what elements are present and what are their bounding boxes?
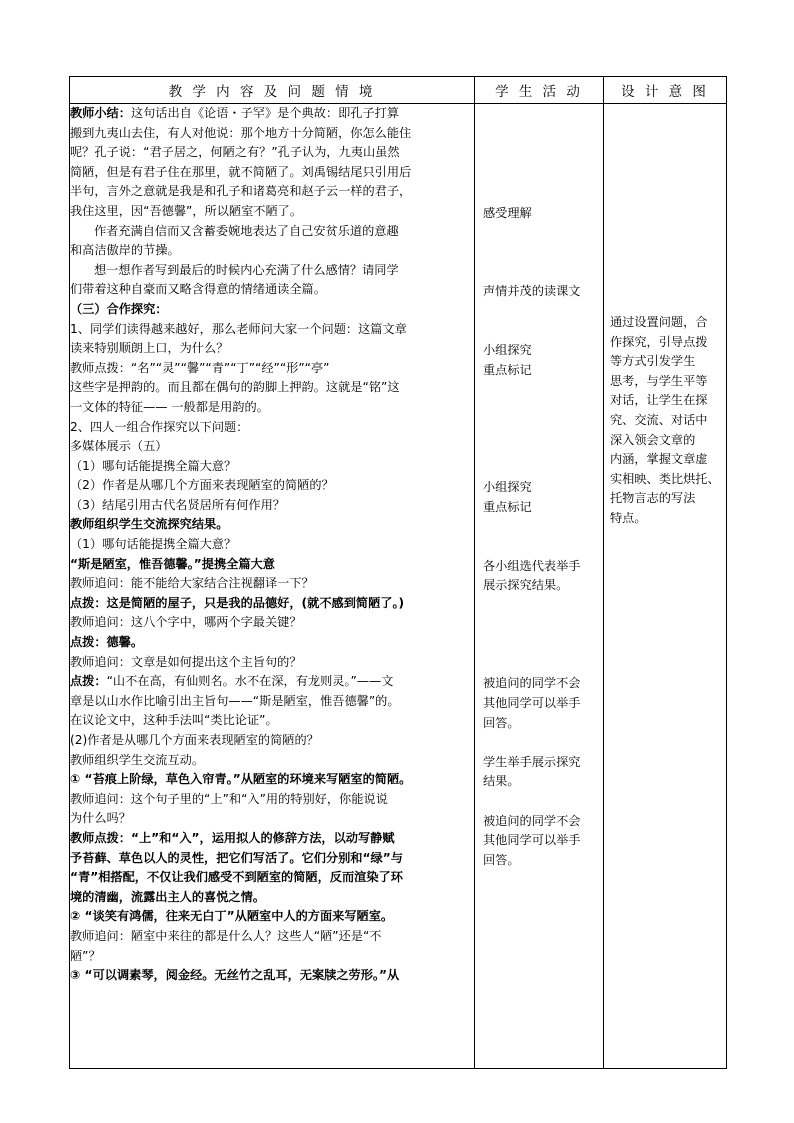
content-line: 教师追问：能不能给大家结合注视翻译一下？ — [70, 576, 314, 591]
content-line: ① “苔痕上阶绿，草色入帘青。”从陋室的环境来写陋室的简陋。 — [70, 772, 412, 787]
activity-item: 小组探究 — [483, 343, 532, 358]
content-line: 想一想作者写到最后的时候内心充满了什么感情？请同学 — [94, 262, 399, 277]
content-line: 这些字是押韵的。而且都在偶句的韵脚上押韵。这就是“铭”这 — [70, 380, 400, 395]
content-line: 1、同学们读得越来越好，那么老师问大家一个问题：这篇文章 — [70, 321, 407, 336]
activity-item: 小组探究 — [483, 480, 532, 495]
content-line: (2)作者是从哪几个方面来表现陋室的简陋的？ — [70, 733, 319, 747]
content-line: （1）哪句话能提携全篇大意？ — [70, 458, 237, 473]
activity-item: 感受理解 — [483, 206, 532, 220]
activity-item: 展示探究结果。 — [483, 578, 569, 593]
content-line: 简陋，但是有君子住在那里，就不简陋了。刘禹锡结尾只引用后 — [70, 164, 412, 179]
header-intent: 设 计 意 图 — [604, 77, 727, 104]
content-line — [70, 829, 474, 849]
content-line-rest: “上”和“入”，运用拟人的修辞方法，以动写静赋 — [130, 830, 395, 845]
content-line: 读来特别顺朗上口，为什么？ — [70, 341, 229, 356]
activity-item: 各小组选代表举手 — [483, 558, 581, 573]
content-line: 作者充满自信而又含蓄委婉地表达了自己安贫乐道的意趣 — [94, 223, 399, 238]
content-line: 呢？孔子说：“君子居之，何陋之有？”孔子认为，九夷山虽然 — [70, 145, 400, 160]
content-line: 我住这里，因“吾德馨”，所以陋室不陋了。 — [70, 203, 303, 218]
content-line-lead: 教师点拨： — [70, 830, 131, 845]
content-line: 点拨：这是简陋的屋子，只是我的品德好，(就不感到简陋了。) — [70, 595, 405, 610]
lesson-plan-table — [69, 76, 727, 1069]
content-line-lead: 教师小结： — [70, 106, 131, 120]
content-cell — [70, 104, 475, 1069]
content-line: “青”相搭配，不仅让我们感受不到陋室的简陋，反而渲染了环 — [70, 870, 403, 885]
content-line: 搬到九夷山去住，有人对他说：那个地方十分简陋，你怎么能住 — [70, 125, 412, 140]
content-line: 们带着这种自豪而又略含得意的情绪通读全篇。 — [70, 282, 326, 297]
content-line: （2）作者是从哪几个方面来表现陋室的简陋的？ — [70, 478, 334, 493]
content-line-rest: “山不在高，有仙则名。水不在深，有龙则灵。”——文 — [106, 674, 394, 689]
activity-item: 声情并茂的读课文 — [483, 284, 581, 299]
content-line — [70, 672, 474, 692]
header-activity: 学 生 活 动 — [475, 77, 604, 104]
body-row — [70, 104, 727, 1069]
intent-line: 实相映、类比烘托、 — [610, 471, 720, 486]
content-line: 教师追问：文章是如何提出这个主旨句的？ — [70, 654, 302, 669]
content-line: 为什么吗？ — [70, 811, 131, 826]
content-line: 在议论文中，这种手法叫“类比论证”。 — [70, 713, 278, 728]
intent-line: 等方式引发学生 — [610, 354, 696, 369]
intent-line: 作探究，引导点拨 — [610, 334, 708, 349]
content-line: “斯是陋室，惟吾德馨。”提携全篇大意 — [70, 556, 275, 571]
header-content: 教 学 内 容 及 问 题 情 境 — [70, 77, 475, 104]
content-line: 教师追问：这个句子里的“上”和“入”用的特别好，你能说说 — [70, 791, 388, 806]
content-line: 陋”？ — [70, 948, 101, 963]
activity-item: 其他同学可以举手 — [483, 833, 581, 848]
intent-cell — [604, 104, 727, 1069]
content-line: ② “谈笑有鸿儒，往来无白丁”从陋室中人的方面来写陋室。 — [70, 909, 394, 924]
content-line: 一文体的特征—— 一般都是用韵的。 — [70, 399, 269, 414]
activity-item: 回答。 — [483, 715, 520, 730]
content-line: 教师追问：陋室中来往的都是什么人？这些人“陋”还是“不 — [70, 928, 382, 943]
activity-cell — [475, 104, 604, 1069]
activity-item: 结果。 — [483, 774, 520, 789]
content-line: 和高洁傲岸的节操。 — [70, 243, 180, 258]
content-line: 教师组织学生交流互动。 — [70, 752, 205, 767]
intent-line: 托物言志的写法 — [610, 491, 696, 506]
activity-item: 重点标记 — [483, 500, 532, 514]
content-line: 教师组织学生交流探究结果。 — [70, 517, 229, 532]
content-line-lead: 点拨： — [70, 674, 107, 689]
intent-line: 内涵，掌握文章虚 — [610, 452, 708, 467]
activity-item: 学生举手展示探究 — [483, 754, 581, 769]
content-line: ③ “可以调素琴，阅金经。无丝竹之乱耳，无案牍之劳形。”从 — [70, 968, 400, 983]
intent-line: 究、交流、对话中 — [610, 412, 708, 427]
intent-line: 特点。 — [610, 510, 647, 525]
activity-item: 被追问的同学不会 — [483, 813, 581, 828]
content-line: 教师点拨：“名”“灵”“馨”“青”“丁”“经”“形”“亭” — [70, 360, 330, 375]
header-row — [70, 77, 727, 104]
activity-item: 回答。 — [483, 852, 520, 867]
content-line: （三）合作探究： — [70, 301, 168, 316]
intent-line: 思考，与学生平等 — [610, 373, 708, 388]
content-line: （1）哪句话能提携全篇大意？ — [70, 537, 237, 552]
content-line: 2、四人一组合作探究以下问题： — [70, 419, 249, 434]
intent-line: 通过设置问题，合 — [610, 315, 708, 329]
content-line — [70, 104, 474, 124]
activity-item: 被追问的同学不会 — [483, 676, 581, 691]
content-line: 境的清幽，流露出主人的喜悦之情。 — [70, 889, 265, 904]
activity-item: 其他同学可以举手 — [483, 696, 581, 710]
content-line: （3）结尾引用古代名贤居所有何作用？ — [70, 497, 285, 512]
activity-item: 重点标记 — [483, 362, 532, 377]
content-line-rest: 这句话出自《论语・子罕》是个典故：即孔子打算 — [130, 106, 400, 120]
intent-line: 对话，让学生在探 — [610, 393, 708, 408]
intent-block — [610, 313, 724, 529]
content-line: 多媒体展示（五） — [70, 439, 168, 454]
content-line: 点拨：德馨。 — [70, 635, 144, 650]
content-line: 半句，言外之意就是我是和孔子和诸葛亮和赵子云一样的君子， — [70, 184, 412, 199]
intent-line: 深入领会文章的 — [610, 432, 696, 447]
content-line: 予苔藓、草色以人的灵性，把它们写活了。它们分别和“绿”与 — [70, 850, 403, 865]
content-line: 教师追问：这八个字中，哪两个字最关键？ — [70, 615, 302, 630]
content-line: 章是以山水作比喻引出主旨句——“斯是陋室，惟吾德馨”的。 — [70, 693, 400, 708]
